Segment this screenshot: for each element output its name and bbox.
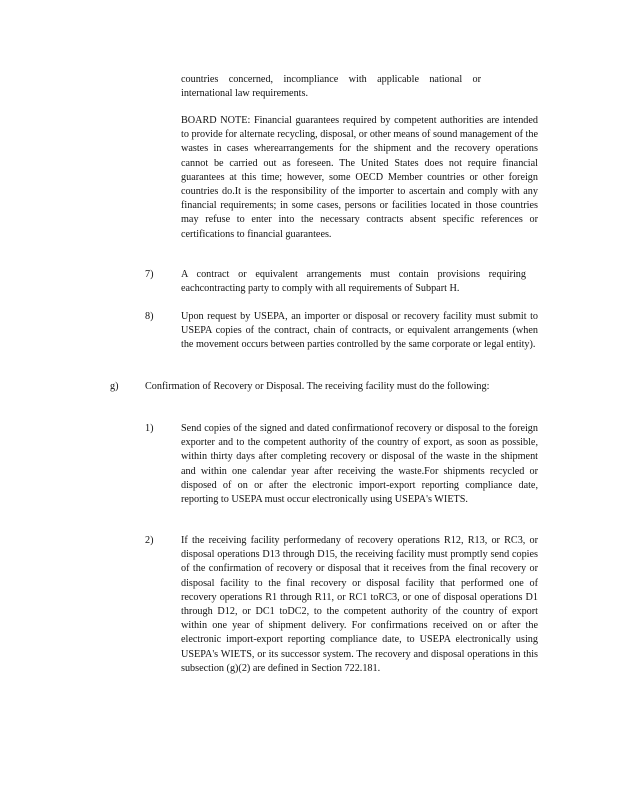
item-g1-text: Send copies of the signed and dated confirmationof recovery or disposal to the foreign exporter and to the competent authority of the country of export, as soon as possible, within thirty days after completing recovery or disposal of the waste in the shipment and within one calendar year after receiving the waste.For shipments recycled or disposed of on or after the electronic import-export reporting compliance date, reporting to USEPA must occur electronically using USEPA's WIETS. (181, 423, 538, 506)
item-g1-number: 1) (145, 423, 154, 434)
item-g2-number: 2) (145, 535, 154, 546)
item-7-number: 7) (145, 269, 154, 280)
item-g2-text: If the receiving facility performedany of recovery operations R12, R13, or RC3, or disposal operations D13 through D15, the receiving facility must promptly send copies of the confirmation of recovery or disposal that it receives from the final recovery or disposal facility to the final recovery or disposal facility that performed one of recovery operations R1 through R11, or RC1 toRC3, or one of disposal operations D1 through D12, or DC1 toDC2, to the competent authority of the country of export within one year of shipment delivery. For confirmations received on or after the electronic import-export reporting compliance date, to USEPA electronically using USEPA's WIETS, or its successor system. The recovery and disposal operations in this subsection (g)(2) are defined in Section 722.181. (181, 535, 538, 674)
board-note-paragraph: BOARD NOTE: Financial guarantees required by competent authorities are intended to provide for alternate recycling, disposal, or other means of sound management of the wastes in cases wherearrangements for the shipment and the recovery operations cannot be carried out as foreseen. The United States does not require financial guarantees at this time; however, some OECD Member countries or other foreign countries do.It is the responsibility of the importer to ascertain and comply with any financial requirements; in some cases, persons or facilities located in those countries may refuse to enter into the necessary contracts absent specific references or certifications to financial guarantees. (181, 115, 538, 240)
continuation-paragraph: countries concerned, incompliance with applicable national or international law requirements. (181, 74, 481, 100)
item-8-number: 8) (145, 311, 154, 322)
item-7-text: A contract or equivalent arrangements must contain provisions requiring eachcontracting party to comply with all requirements of Subpart H. (181, 269, 526, 295)
item-8-text: Upon request by USEPA, an importer or disposal or recovery facility must submit to USEPA copies of the contract, chain of contracts, or equivalent arrangements (when the movement occurs between parties controlled by the same corporate or legal entity). (181, 311, 538, 351)
section-g-heading: Confirmation of Recovery or Disposal. The receiving facility must do the following: (145, 381, 490, 392)
section-g-label: g) (110, 381, 119, 392)
